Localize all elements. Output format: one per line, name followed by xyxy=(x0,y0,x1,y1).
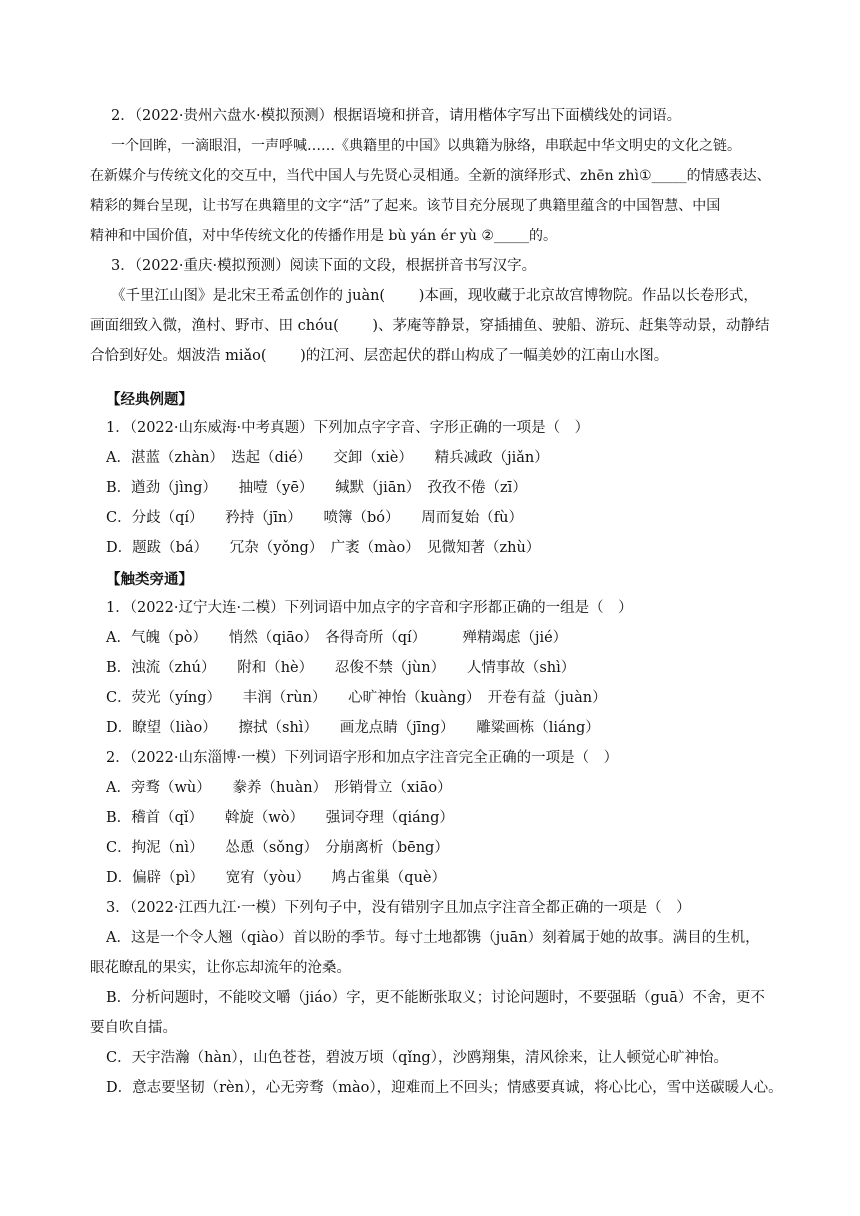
option-a: A．气魄（pò） 悄然（qiāo） 各得奇所（qí） 殚精竭虑（jié） xyxy=(106,630,568,646)
option-c: C．拘泥（nì） 怂恿（sǒng） 分崩离析（bēng） xyxy=(106,840,449,856)
passage-line: 精神和中国价值，对中华传统文化的传播作用是 bù yán ér yù ②_____的。 xyxy=(90,228,557,244)
option-d: D．意志要坚韧（rèn），心无旁骛（mào），迎难而上不回头；情感要真诚，将心比心，雪中送碳暖人心。 xyxy=(106,1080,783,1096)
passage-line: 一个回眸，一滴眼泪，一声呼喊……《典籍里的中国》以典籍为脉络，串联起中华文明史的文化之链。 xyxy=(111,138,741,154)
option-c: C．荧光（yíng） 丰润（rùn） 心旷神怡（kuàng） 开卷有益（juàn） xyxy=(106,690,607,706)
question-title: 2．（2022·贵州六盘水·模拟预测）根据语境和拼音，请用楷体字写出下面横线处的词语。 xyxy=(111,108,682,124)
option-d: D．题跋（bá） 冗杂（yǒng） 广袤（mào） 见微知著（zhù） xyxy=(106,540,541,556)
question-title: 3．（2022·江西九江·一模）下列句子中，没有错别字且加点字注音全都正确的一项是（ ） xyxy=(106,900,691,916)
question-title: 1．（2022·辽宁大连·二模）下列词语中加点字的字音和字形都正确的一组是（ ） xyxy=(106,600,633,616)
option-b: B．稽首（qǐ） 斡旋（wò） 强词夺理（qiáng） xyxy=(106,810,454,826)
option-b-continued: 要自吹自擂。 xyxy=(90,1020,177,1036)
passage-line: 《千里江山图》是北宋王希孟创作的 juàn( )本画，现收藏于北京故宫博物院。作品以长卷形式， xyxy=(111,288,758,304)
passage-line: 合恰到好处。烟波浩 miǎo( )的江河、层峦起伏的群山构成了一幅美妙的江南山水图。 xyxy=(90,348,669,364)
option-c: C．天宇浩瀚（hàn），山色苍苍，碧波万顷（qǐng），沙鸥翔集，清风徐来，让人顿觉心旷神怡。 xyxy=(106,1050,728,1066)
question-title: 1．（2022·山东威海·中考真题）下列加点字字音、字形正确的一项是（ ） xyxy=(106,420,590,436)
question-title: 3．（2022·重庆·模拟预测）阅读下面的文段，根据拼音书写汉字。 xyxy=(111,258,537,274)
option-d: D．瞭望（liào） 擦拭（shì） 画龙点睛（jīng） 雕粱画栋（liáng） xyxy=(106,720,600,736)
option-d: D．偏辟（pì） 宽宥（yòu） 鸠占雀巢（què） xyxy=(106,870,447,886)
question-title: 2．（2022·山东淄博·一模）下列词语字形和加点字注音完全正确的一项是（ ） xyxy=(106,750,619,766)
option-c: C．分歧（qí） 矜持（jīn） 喷簿（bó） 周而复始（fù） xyxy=(106,510,523,526)
option-b: B．浊流（zhú） 附和（hè） 忍俊不禁（jùn） 人情事故（shì） xyxy=(106,660,576,676)
option-a: A．旁骛（wù） 豢养（huàn） 形销骨立（xiāo） xyxy=(106,780,452,796)
option-a: A．湛蓝（zhàn） 迭起（dié） 交卸（xiè） 精兵减政（jiǎn） xyxy=(106,450,549,466)
option-b: B．分析问题时，不能咬文嚼（jiáo）字，更不能断张取义；讨论问题时，不要强聒（guā）不舍，更不 xyxy=(106,990,765,1006)
section-heading-classic: 【经典例题】 xyxy=(106,392,193,408)
passage-line: 画面细致入微，渔村、野市、田 chóu( )、茅庵等静景，穿插捕鱼、驶船、游玩、赶集等动景，动静结 xyxy=(90,318,770,334)
passage-line: 在新媒介与传统文化的交互中，当代中国人与先贤心灵相通。全新的演绎形式、zhēn zhì①_____的情感表达、 xyxy=(90,168,771,184)
option-a-continued: 眼花瞭乱的果实，让你忘却流年的沧桑。 xyxy=(90,960,351,976)
passage-line: 精彩的舞台呈现，让书写在典籍里的文字“活”了起来。该节目充分展现了典籍里蕴含的中国智慧、中国 xyxy=(90,198,721,214)
option-b: B．遒劲（jìng） 抽噎（yē） 缄默（jiān） 孜孜不倦（zī） xyxy=(106,480,527,496)
option-a: A．这是一个令人翘（qiào）首以盼的季节。每寸土地都镌（juān）刻着属于她的故事。满目的生机， xyxy=(106,930,760,946)
section-heading-analog: 【触类旁通】 xyxy=(106,572,193,588)
